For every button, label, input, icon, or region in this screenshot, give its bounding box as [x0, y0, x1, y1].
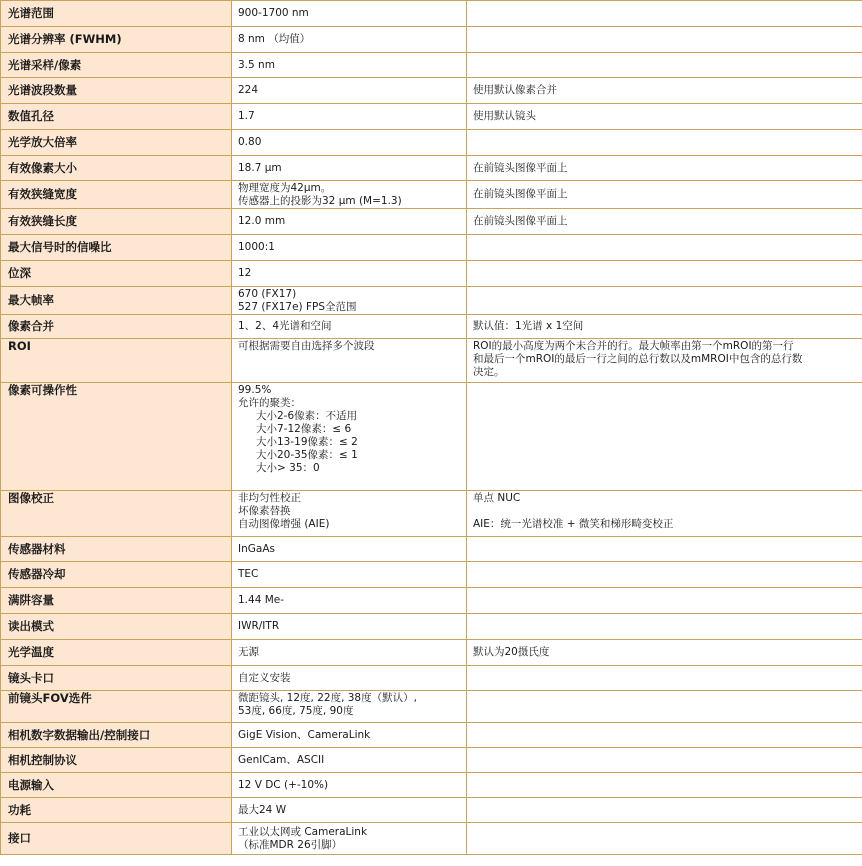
row-label: 功耗 — [1, 798, 232, 823]
table-row — [1, 588, 862, 614]
row-value: GigE Vision、CameraLink — [232, 723, 467, 748]
table-row — [1, 104, 862, 130]
row-value: 无源 — [232, 640, 467, 666]
table-row — [1, 130, 862, 156]
row-label: 相机数字数据输出/控制接口 — [1, 723, 232, 748]
row-note: 使用默认镜头 — [467, 104, 862, 130]
row-note — [467, 588, 862, 614]
row-value: 99.5% 允许的聚类： 大小2-6像素：不适用 大小7-12像素：≤ 6 大小13-19像素：≤ 2 大小20-35像素：≤ 1 大小> 35：0 — [232, 383, 467, 491]
row-label: 光谱范围 — [1, 1, 232, 27]
row-value: 自定义安装 — [232, 666, 467, 691]
row-value: InGaAs — [232, 537, 467, 562]
row-note: 默认为20摄氏度 — [467, 640, 862, 666]
table-row — [1, 773, 862, 798]
table-row — [1, 614, 862, 640]
row-note — [467, 235, 862, 261]
table-row — [1, 27, 862, 53]
row-note — [467, 261, 862, 287]
row-value: 12 — [232, 261, 467, 287]
row-value: 最大24 W — [232, 798, 467, 823]
row-label: 传感器冷却 — [1, 562, 232, 588]
row-note — [467, 723, 862, 748]
row-note — [467, 666, 862, 691]
row-value: 物理宽度为42µm。 传感器上的投影为32 µm (M=1.3) — [232, 181, 467, 209]
row-value: 670 (FX17) 527 (FX17e) FPS全范围 — [232, 287, 467, 315]
row-note: ROI的最小高度为两个未合并的行。最大帧率由第一个mROI的第一行 和最后一个mROI的最后一行之间的总行数以及mMROI中包含的总行数 决定。 — [467, 339, 862, 383]
table-row — [1, 287, 862, 315]
row-note — [467, 798, 862, 823]
row-value: 可根据需要自由选择多个波段 — [232, 339, 467, 383]
row-label: 最大信号时的信噪比 — [1, 235, 232, 261]
row-note — [467, 691, 862, 723]
row-note — [467, 383, 862, 491]
table-row — [1, 209, 862, 235]
row-label: 最大帧率 — [1, 287, 232, 315]
row-note — [467, 1, 862, 27]
row-label: 传感器材料 — [1, 537, 232, 562]
row-note: 在前镜头图像平面上 — [467, 181, 862, 209]
table-row — [1, 181, 862, 209]
row-value: 1、2、4光谱和空间 — [232, 315, 467, 339]
row-note — [467, 27, 862, 53]
row-note: 默认值：1光谱 x 1空间 — [467, 315, 862, 339]
row-label: 相机控制协议 — [1, 748, 232, 773]
row-value: 12.0 mm — [232, 209, 467, 235]
table-row — [1, 640, 862, 666]
row-label: 有效狭缝长度 — [1, 209, 232, 235]
table-row — [1, 53, 862, 78]
table-row — [1, 723, 862, 748]
row-value: 900-1700 nm — [232, 1, 467, 27]
row-value: 3.5 nm — [232, 53, 467, 78]
row-label: 光学放大倍率 — [1, 130, 232, 156]
row-value: 18.7 µm — [232, 156, 467, 181]
row-note — [467, 562, 862, 588]
row-value: 1.44 Me- — [232, 588, 467, 614]
row-label: 镜头卡口 — [1, 666, 232, 691]
row-note — [467, 53, 862, 78]
row-label: ROI — [1, 339, 232, 383]
row-label: 满阱容量 — [1, 588, 232, 614]
row-note: 在前镜头图像平面上 — [467, 156, 862, 181]
row-label: 数值孔径 — [1, 104, 232, 130]
row-label: 像素可操作性 — [1, 383, 232, 491]
row-label: 光谱分辨率 (FWHM) — [1, 27, 232, 53]
row-value: 微距镜头, 12度, 22度, 38度（默认）, 53度, 66度, 75度, 90度 — [232, 691, 467, 723]
row-label: 接口 — [1, 823, 232, 855]
table-row — [1, 156, 862, 181]
row-value: 8 nm （均值） — [232, 27, 467, 53]
row-label: 有效狭缝宽度 — [1, 181, 232, 209]
table-row — [1, 339, 862, 383]
row-note: 在前镜头图像平面上 — [467, 209, 862, 235]
row-value: IWR/ITR — [232, 614, 467, 640]
row-note — [467, 287, 862, 315]
table-row — [1, 235, 862, 261]
row-label: 有效像素大小 — [1, 156, 232, 181]
row-note — [467, 537, 862, 562]
row-note — [467, 748, 862, 773]
row-value: 非均匀性校正 坏像素替换 自动图像增强 (AIE) — [232, 491, 467, 537]
table-row — [1, 798, 862, 823]
row-value: 1.7 — [232, 104, 467, 130]
row-note: 使用默认像素合并 — [467, 78, 862, 104]
table-row — [1, 562, 862, 588]
row-label: 光学温度 — [1, 640, 232, 666]
table-row — [1, 666, 862, 691]
table-row — [1, 537, 862, 562]
table-row — [1, 78, 862, 104]
row-label: 位深 — [1, 261, 232, 287]
row-note: 单点 NUC AIE：统一光谱校准 + 微笑和梯形畸变校正 — [467, 491, 862, 537]
table-row — [1, 691, 862, 723]
table-row — [1, 491, 862, 537]
table-row — [1, 823, 862, 855]
row-label: 光谱波段数量 — [1, 78, 232, 104]
table-row — [1, 383, 862, 491]
table-row — [1, 261, 862, 287]
row-note — [467, 773, 862, 798]
row-value: 0.80 — [232, 130, 467, 156]
row-value: GenICam、ASCII — [232, 748, 467, 773]
row-value: 工业以太网或 CameraLink （标准MDR 26引脚） — [232, 823, 467, 855]
table-row — [1, 315, 862, 339]
table-row — [1, 1, 862, 27]
row-value: 1000:1 — [232, 235, 467, 261]
row-label: 前镜头FOV选件 — [1, 691, 232, 723]
row-label: 图像校正 — [1, 491, 232, 537]
row-label: 读出模式 — [1, 614, 232, 640]
row-value: 224 — [232, 78, 467, 104]
row-note — [467, 823, 862, 855]
table-row — [1, 748, 862, 773]
row-label: 光谱采样/像素 — [1, 53, 232, 78]
row-note — [467, 614, 862, 640]
row-label: 像素合并 — [1, 315, 232, 339]
row-value: TEC — [232, 562, 467, 588]
row-value: 12 V DC (+-10%) — [232, 773, 467, 798]
row-label: 电源输入 — [1, 773, 232, 798]
row-note — [467, 130, 862, 156]
